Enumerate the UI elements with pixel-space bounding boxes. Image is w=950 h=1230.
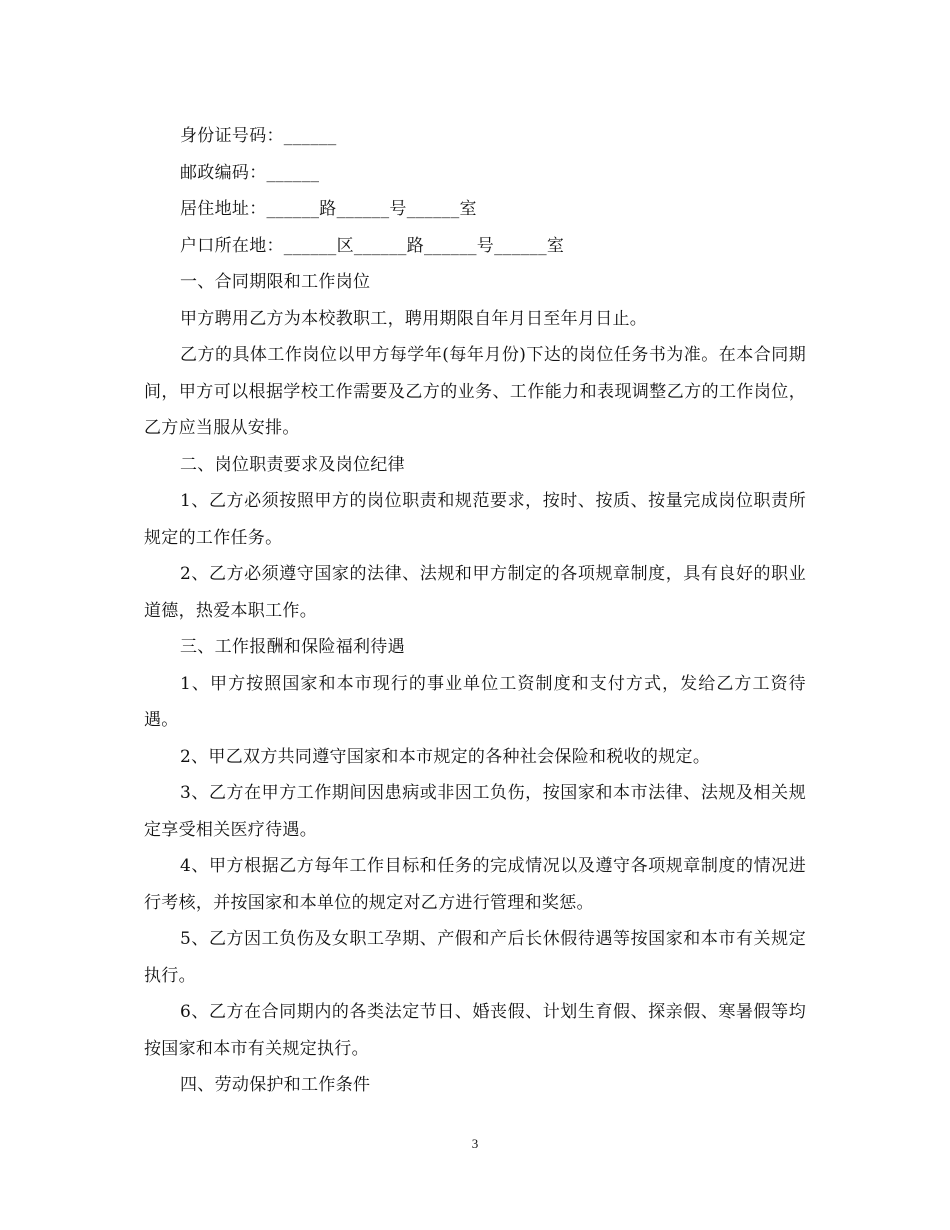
section-heading-contract-term: 一、合同期限和工作岗位: [180, 272, 371, 292]
paragraph-work-position: 乙方的具体工作岗位以甲方每学年(每年月份)下达的岗位任务书为准。在本合同期间，甲方可以根据学校工作需要及乙方的业务、工作能力和表现调整乙方的工作岗位，乙方应当服从安排。: [144, 345, 806, 438]
paragraph-remuneration-6: 6、乙方在合同期内的各类法定节日、婚丧假、计划生育假、探亲假、寒暑假等均按国家和本市有关规定执行。: [144, 1002, 806, 1059]
paragraph-employment-term: 甲方聘用乙方为本校教职工，聘用期限自年月日至年月日止。: [180, 308, 648, 329]
paragraph-remuneration-2: 2、甲乙双方共同遵守国家和本市规定的各种社会保险和税收的规定。: [180, 746, 711, 767]
section-heading-remuneration: 三、工作报酬和保险福利待遇: [180, 637, 405, 657]
household-registration-line: 户口所在地：______区______路______号______室: [180, 235, 565, 256]
paragraph-remuneration-4: 4、甲方根据乙方每年工作目标和任务的完成情况以及遵守各项规章制度的情况进行考核，并按国家和本单位的规定对乙方进行管理和奖惩。: [144, 856, 806, 913]
section-heading-duties: 二、岗位职责要求及岗位纪律: [180, 454, 405, 475]
document-body: [144, 118, 806, 1104]
postal-code-line: 邮政编码：______: [180, 162, 320, 183]
id-number-line: 身份证号码：______: [180, 126, 337, 146]
section-heading-labor-protection: 四、劳动保护和工作条件: [180, 1075, 371, 1095]
paragraph-remuneration-1: 1、甲方按照国家和本市现行的事业单位工资制度和支付方式，发给乙方工资待遇。: [144, 673, 806, 730]
paragraph-remuneration-5: 5、乙方因工负伤及女职工孕期、产假和产后长休假待遇等按国家和本市有关规定执行。: [144, 929, 806, 986]
page-number: 3: [471, 1136, 479, 1151]
paragraph-duties-1: 1、乙方必须按照甲方的岗位职责和规范要求，按时、按质、按量完成岗位职责所规定的工作任务。: [144, 491, 806, 548]
paragraph-duties-2: 2、乙方必须遵守国家的法律、法规和甲方制定的各项规章制度，具有良好的职业道德，热爱本职工作。: [144, 564, 806, 621]
residence-address-line: 居住地址：______路______号______室: [180, 199, 477, 219]
paragraph-remuneration-3: 3、乙方在甲方工作期间因患病或非因工负伤，按国家和本市法律、法规及相关规定享受相关医疗待遇。: [144, 783, 806, 840]
